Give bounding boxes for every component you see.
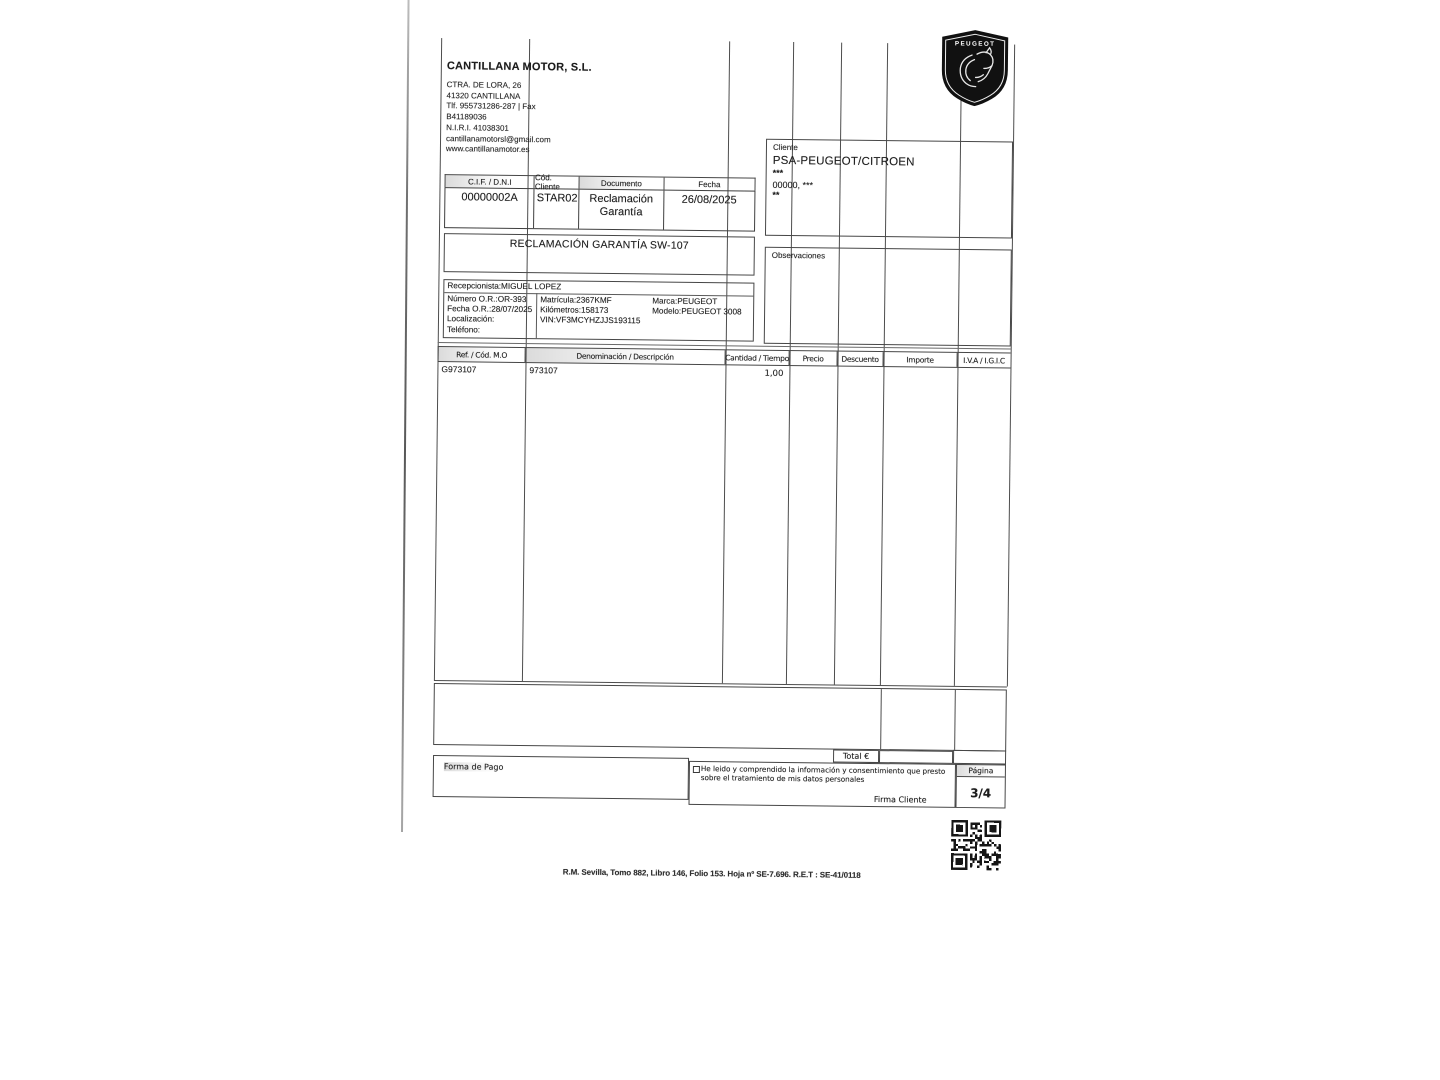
cliente-box <box>765 139 1013 239</box>
cliente-masked-line: 00000, *** <box>772 179 814 191</box>
col-precio: Precio <box>790 351 838 366</box>
fecha-header: Fecha <box>698 179 721 189</box>
fecha-or: Fecha O.R.:28/07/2025 <box>447 304 533 315</box>
observaciones-label: Observaciones <box>771 250 826 261</box>
col-ref: Ref. / Cód. M.O <box>438 347 526 362</box>
total-iva-cell <box>953 750 1006 765</box>
cliente-masked-line: *** <box>772 167 784 178</box>
peugeot-lion-icon <box>938 28 1011 107</box>
legal-registry-line: R.M. Sevilla, Tomo 882, Libro 146, Folio 153. Hoja nº SE-7.696. R.E.T : SE-41/0118 <box>562 867 861 880</box>
forma-de-pago-box <box>433 755 689 800</box>
marca: Marca:PEUGEOT <box>652 296 718 307</box>
company-name: CANTILLANA MOTOR, S.L. <box>446 60 592 74</box>
company-address-line: 41320 CANTILLANA <box>446 90 521 101</box>
documento-header: Documento <box>580 177 665 190</box>
modelo: Modelo:PEUGEOT 3008 <box>652 306 742 317</box>
localizacion: Localización: <box>446 314 495 325</box>
forma-de-pago-label: Forma de Pago <box>444 762 518 772</box>
cliente-label: Cliente <box>772 142 798 153</box>
cliente-masked-line: ** <box>772 189 780 200</box>
company-address-line: B41189036 <box>446 112 487 122</box>
logo-wordmark: PEUGEOT <box>954 40 996 48</box>
matricula: Matrícula:2367KMF <box>540 295 612 306</box>
item-descripcion: 973107 <box>529 365 558 376</box>
vin: VIN:VF3MCYHZJJS193115 <box>539 315 641 326</box>
items-table-header <box>438 346 1011 368</box>
warranty-claim-form <box>432 28 1020 890</box>
document-header-table <box>444 174 756 232</box>
item-cantidad: 1,00 <box>764 368 784 379</box>
total-label-cell: Total € <box>833 750 879 764</box>
cod-cliente-header: Cód. Cliente <box>535 176 580 189</box>
col-cantidad: Cantidad / Tiempo <box>726 350 790 365</box>
observaciones-box <box>764 247 1012 347</box>
company-website: www.cantillanamotor.es <box>445 144 530 155</box>
consent-checkbox[interactable] <box>693 766 700 773</box>
pagina-value: 3/4 <box>970 786 992 801</box>
company-address-line: N.I.R.I. 41038301 <box>446 122 509 133</box>
reception-box <box>443 279 755 342</box>
firma-cliente-label: Firma Cliente <box>873 795 927 805</box>
reception-col-right <box>652 296 752 318</box>
pagina-label: Página <box>957 765 1005 778</box>
page-title: RECLAMACIÓN GARANTÍA SW-107 <box>509 237 689 252</box>
kilometros: Kilómetros:158173 <box>540 305 609 316</box>
company-block <box>446 60 617 157</box>
company-address-line: Tlf. 955731286-287 | Fax <box>446 101 536 112</box>
reception-col-mid <box>540 295 650 327</box>
cif-header: C.I.F. / D.N.I <box>445 175 535 188</box>
recepcionista: Recepcionista:MIGUEL LOPEZ <box>447 281 562 292</box>
col-descripcion: Denominación / Descripción <box>526 348 726 364</box>
consent-box <box>689 761 956 808</box>
cif-value: 00000002A <box>445 188 535 228</box>
scan-edge-shadow <box>401 0 410 832</box>
telefono: Teléfono: <box>446 324 481 335</box>
cod-cliente-value: STAR02 <box>534 189 579 229</box>
documento-value: Reclamación Garantía <box>579 190 664 230</box>
col-importe: Importe <box>883 352 957 367</box>
reception-col-left <box>447 294 535 336</box>
numero-or: Número O.R.:OR-393 <box>447 294 527 305</box>
company-email: cantillanamotorsl@gmail.com <box>446 133 551 144</box>
item-ref: G973107 <box>441 364 477 375</box>
qr-code <box>951 820 1002 871</box>
cliente-name: PSA-PEUGEOT/CITROEN <box>772 154 915 169</box>
company-address-line: CTRA. DE LORA, 26 <box>446 80 522 90</box>
fecha-value: 26/08/2025 <box>681 193 737 207</box>
col-iva: I.V.A / I.G.I.C <box>963 355 1005 365</box>
summary-box <box>433 683 1007 751</box>
pagina-box <box>955 764 1005 809</box>
title-box <box>444 233 755 276</box>
col-descuento: Descuento <box>837 352 883 367</box>
consent-text: He leido y comprendido la información y consentimiento que presto sobre el tratamiento de mis datos personales <box>700 764 946 785</box>
total-value-cell <box>879 750 953 764</box>
